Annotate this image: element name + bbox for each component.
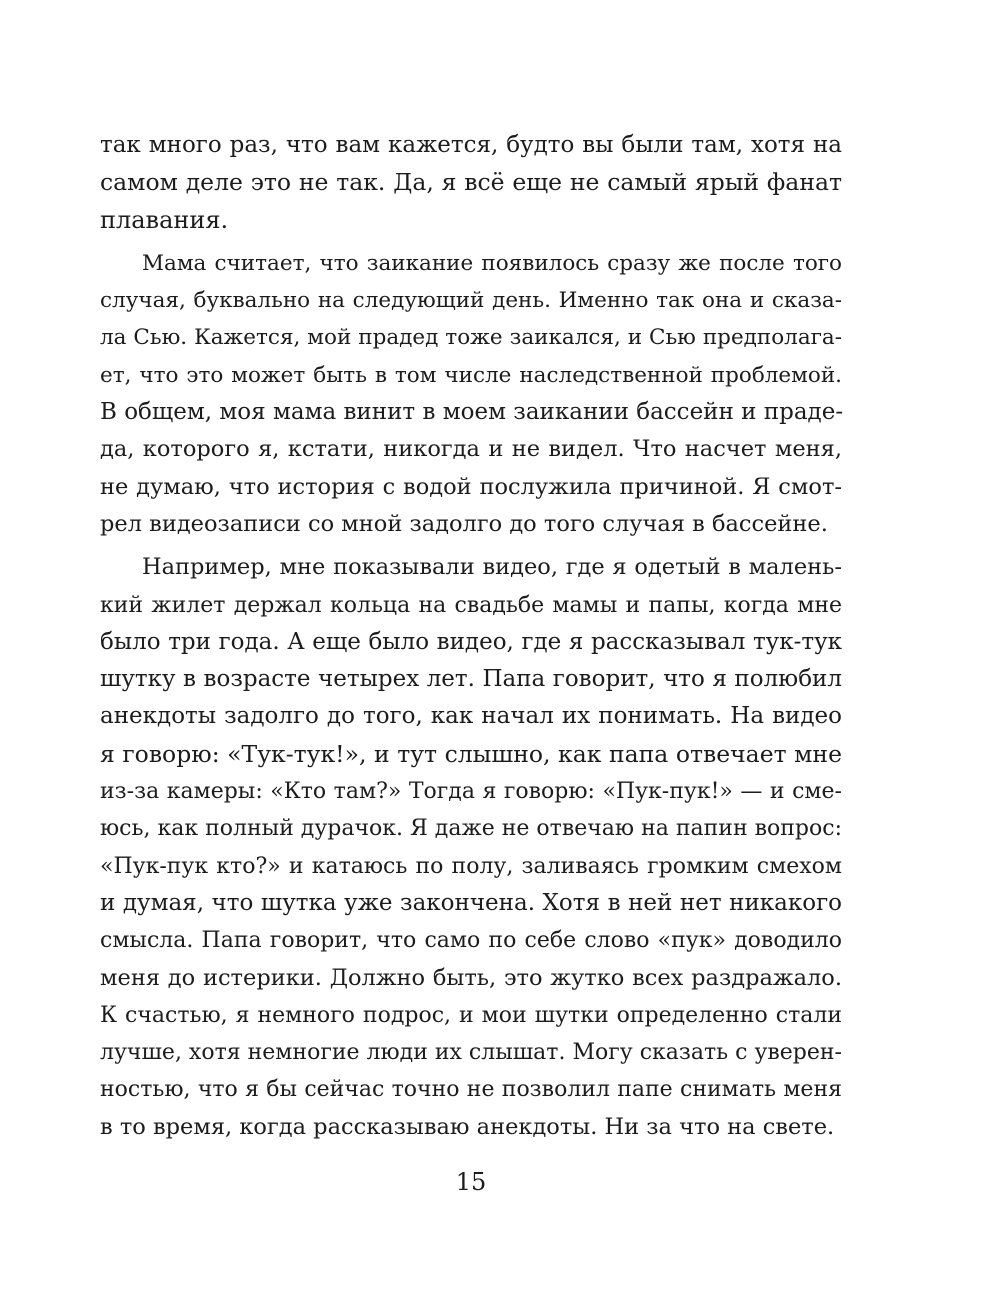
text-line: так много раз, что вам кажется, будто вы были там, хотя на (100, 132, 842, 158)
text-line: шутку в возрасте четырех лет. Папа говорит, что я полюбил (100, 666, 842, 693)
text-line: из-за камеры: «Кто там?» Тогда я говорю: «Пук-пук!» — и сме- (100, 779, 842, 805)
text-line: самом деле это не так. Да, я всё еще не самый ярый фанат (100, 168, 842, 197)
text-line: Например, мне показывали видео, где я одетый в малень- (142, 554, 842, 581)
text-line: юсь, как полный дурачок. Я даже не отвечаю на папин вопрос: (100, 816, 842, 842)
text-line: в то время, когда рассказываю анекдоты. Ни за что на свете. (100, 1113, 835, 1140)
text-line: ет, что это может быть в том числе наследственной проблемой. (100, 362, 842, 388)
body-text (100, 127, 842, 1146)
text-line: ла Сью. Кажется, мой прадед тоже заикался, и Сью предполага- (100, 325, 842, 351)
text-line: лучше, хотя немногие люди их слышат. Могу сказать с уверен- (100, 1040, 842, 1066)
text-line: Мама считает, что заикание появилось сразу же после того (142, 250, 842, 276)
page-number: 15 (455, 1168, 487, 1196)
text-line: плавания. (100, 205, 229, 234)
text-line: «Пук-пук кто?» и катаюсь по полу, заливаясь громким смехом (100, 853, 842, 879)
text-line: да, которого я, кстати, никогда и не видел. Что насчет меня, (100, 436, 842, 463)
text-line: смысла. Папа говорит, что само по себе слово «пук» доводило (100, 928, 842, 954)
text-line: В общем, моя мама винит в моем заикании бассейн и праде- (100, 399, 844, 426)
text-line: я говорю: «Тук-тук!», и тут слышно, как папа отвечает мне (100, 739, 842, 768)
text-line: кий жилет держал кольца на свадьбе мамы и папы, когда мне (100, 592, 842, 618)
text-line: не думаю, что история с водой послужила причиной. Я смот- (100, 473, 842, 500)
text-line: было три года. А еще было видео, где я рассказывал тук-тук (100, 628, 842, 655)
text-line: ностью, что я бы сейчас точно не позволил папе снимать меня (100, 1077, 842, 1103)
text-line: меня до истерики. Должно быть, это жутко всех раздражало. (100, 964, 842, 991)
text-line: анекдоты задолго до того, как начал их понимать. На видео (100, 703, 842, 730)
text-line: случая, буквально на следующий день. Именно так она и сказа- (100, 288, 842, 314)
text-line: и думая, что шутка уже закончена. Хотя в ней нет никакого (100, 889, 842, 916)
text-line: К счастью, я немного подрос, и мои шутки определенно стали (100, 1002, 842, 1028)
text-line: рел видеозаписи со мной задолго до того случая в бассейне. (100, 510, 828, 537)
